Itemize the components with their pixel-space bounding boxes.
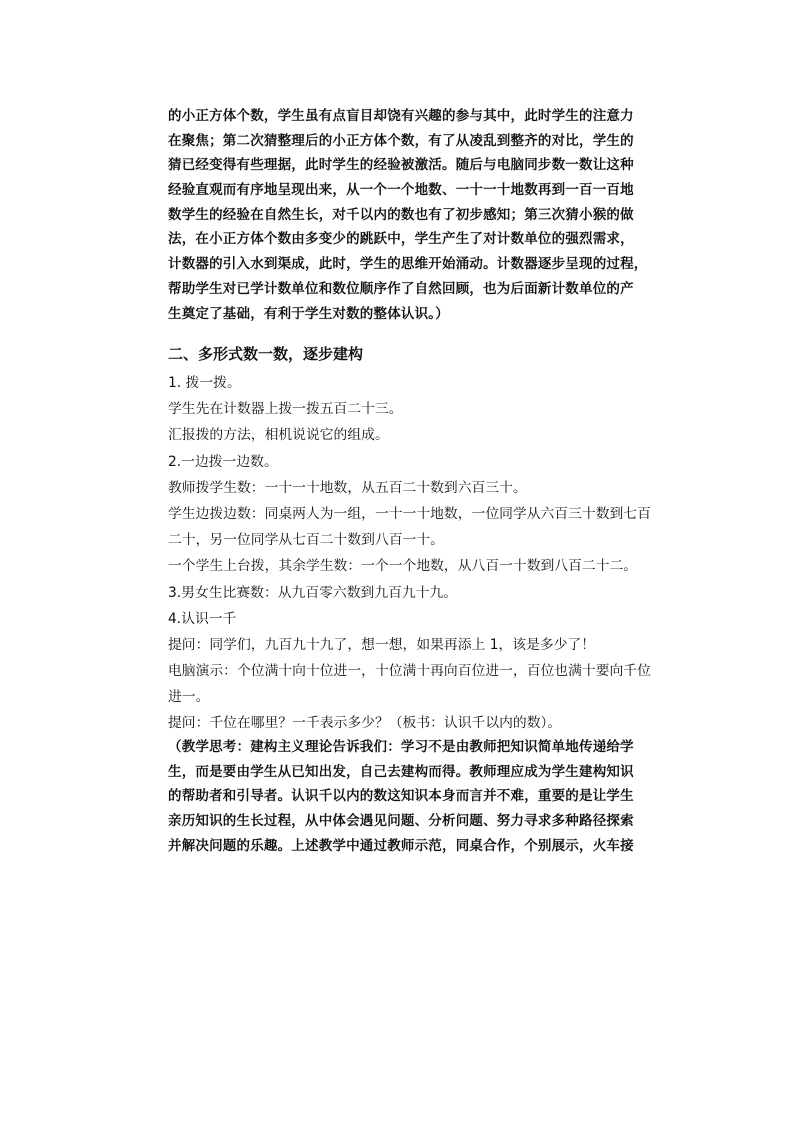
text-line: 进一。 — [168, 689, 210, 706]
text-line: 的帮助者和引导者。认识千以内的数这知识本身而言并不难，重要的是让学生 — [168, 788, 634, 805]
text-line: 的小正方体个数，学生虽有点盲目却饶有兴趣的参与其中，此时学生的注意力 — [168, 108, 634, 124]
reflection-paragraph-bottom — [168, 735, 648, 858]
text-line: 生，而是要由学生从已知出发，自己去建构而得。教师理应成为学生建构知识 — [168, 763, 634, 780]
text-line: 帮助学生对已学计数单位和数位顺序作了自然回顾，也为后面新计数单位的产 — [168, 280, 634, 297]
text-line: 计数器的引入水到渠成，此时，学生的思维开始涌动。计数器逐步呈现的过程， — [168, 256, 648, 273]
text-line: 二十，另一位同学从七百二十数到八百一十。 — [168, 532, 444, 549]
text-line: 一个学生上台拨，其余学生数：一个一个地数，从八百一十数到八百二十二。 — [168, 558, 638, 575]
text-line: 数学生的经验在自然生长，对千以内的数也有了初步感知；第三次猜小猴的做 — [168, 206, 634, 223]
text-line: 在聚焦；第二次猜整理后的小正方体个数，有了从凌乱到整齐的对比，学生的 — [168, 132, 634, 149]
text-line: 学生边拨边数：同桌两人为一组，一十一十地数，一位同学从六百三十数到七百 — [168, 505, 651, 522]
text-line: 提问：同学们，九百九十九了，想一想，如果再添上 1，该是多少了！ — [168, 636, 596, 653]
text-line: 生奠定了基础，有利于学生对数的整体认识。） — [168, 305, 449, 322]
text-line: 教师拨学生数：一十一十地数，从五百二十数到六百三十。 — [168, 479, 527, 496]
text-line: 3.男女生比赛数：从九百零六数到九百九十九。 — [168, 584, 458, 601]
text-line: （教学思考：建构主义理论告诉我们：学习不是由教师把知识简单地传递给学 — [168, 739, 634, 755]
text-line: 经验直观而有序地呈现出来，从一个一个地数、一十一十地数再到一百一百地 — [168, 182, 634, 199]
text-line: 2.一边拨一边数。 — [168, 453, 278, 470]
text-line: 提问：千位在哪里？一千表示多少？（板书：认识千以内的数）。 — [168, 715, 562, 732]
text-line: 学生先在计数器上拨一拨五百二十三。 — [168, 401, 403, 418]
activity-steps — [168, 370, 651, 737]
text-line: 猜已经变得有些理据，此时学生的经验被激活。随后与电脑同步数一数让这种 — [168, 157, 634, 174]
text-line: 法，在小正方体个数由多变少的跳跃中，学生产生了对计数单位的强烈需求， — [168, 231, 634, 248]
text-line: 电脑演示：个位满十向十位进一，十位满十再向百位进一，百位也满十要向千位 — [168, 663, 651, 680]
section-heading: 二、多形式数一数，逐步建构 — [168, 345, 364, 363]
text-line: 亲历知识的生长过程，从中体会遇见问题、分析问题、努力寻求多种路径探索 — [168, 813, 634, 830]
reflection-paragraph-top — [168, 104, 648, 326]
text-line: 汇报拨的方法，相机说说它的组成。 — [168, 427, 389, 444]
text-line: 4.认识一千 — [168, 610, 237, 627]
text-line: 并解决问题的乐趣。上述教学中通过教师示范，同桌合作，个别展示，火车接 — [168, 837, 634, 854]
text-line: 1. 拨一拨。 — [168, 375, 241, 391]
